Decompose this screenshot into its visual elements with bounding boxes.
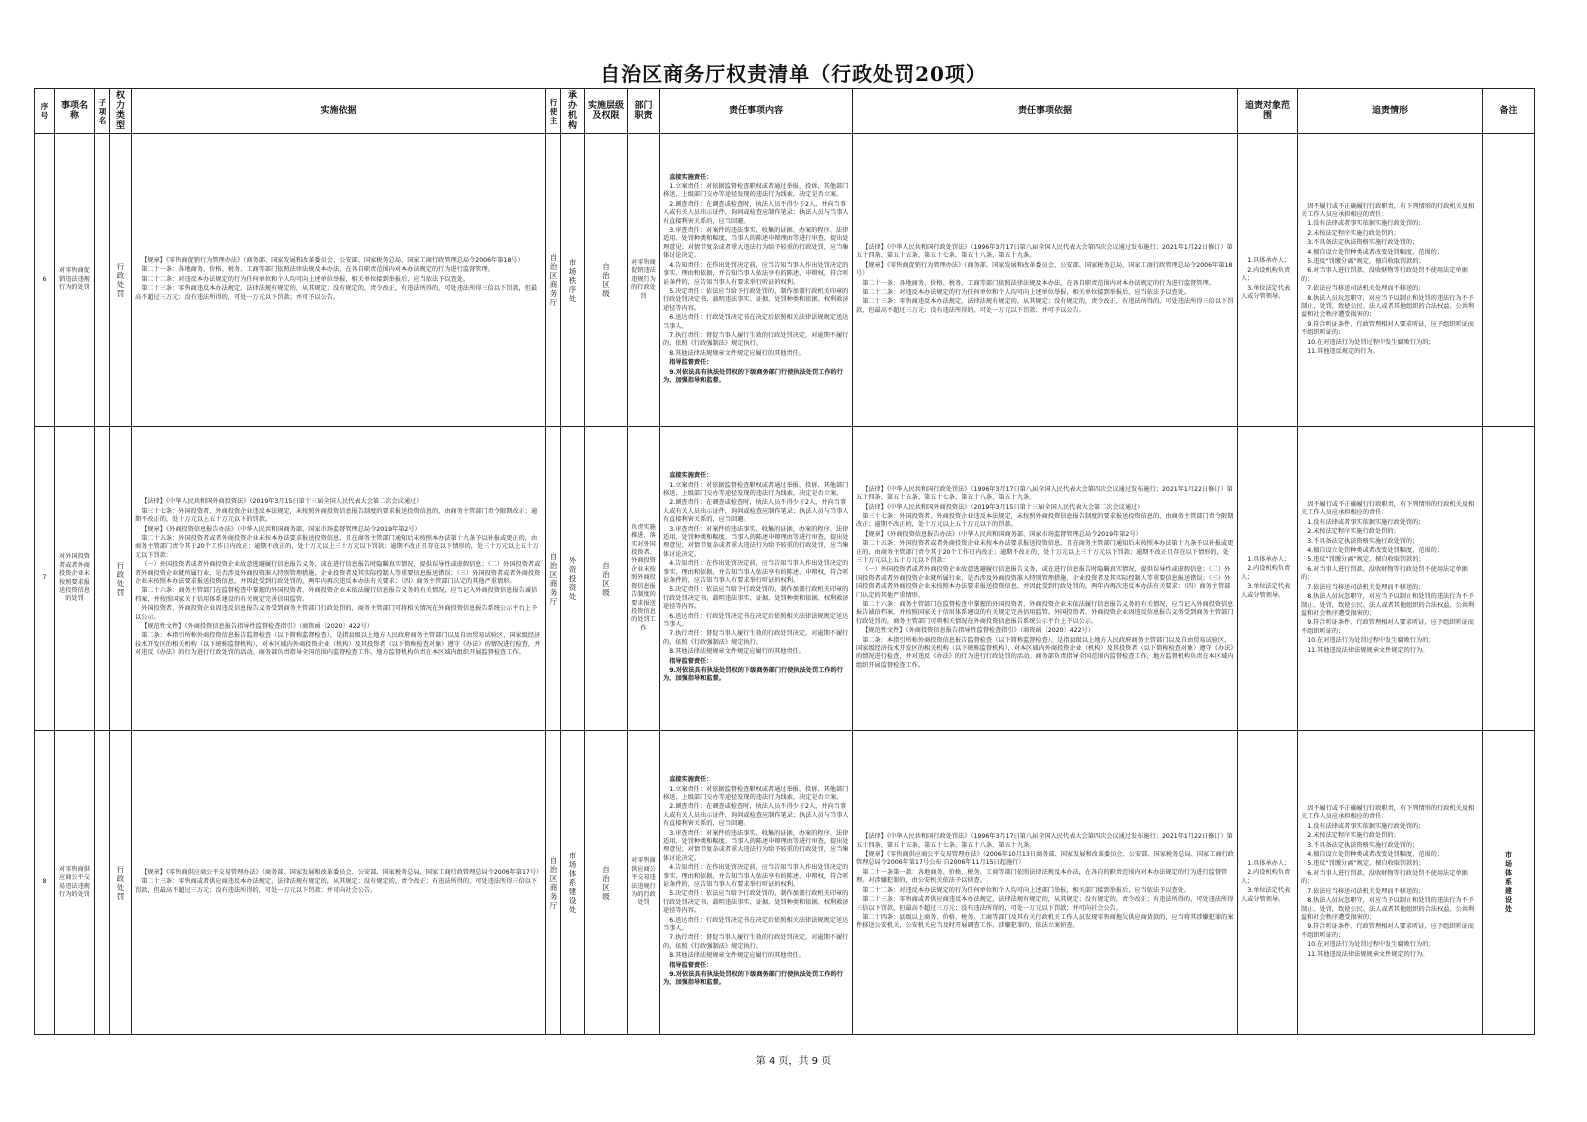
cell-line: 9.符合听证条件、行政管理相对人要求听证，应予组织听证而不组织听证的； bbox=[1301, 619, 1474, 635]
row-seq: 7 bbox=[35, 427, 55, 731]
cell-line: 【规章】《零售商供应商公平交易管理办法》（商务部、国家发展和改革委员会、公安部、国家税务总局、国家工商行政管理总局令2006年第17号） bbox=[141, 868, 543, 876]
cell-line: 9.对依法具有执法处罚权的下级商务部门行使执法处罚工作的行为，加强指导和监督。 bbox=[663, 368, 843, 384]
row-situation bbox=[1298, 427, 1483, 731]
row-dept bbox=[628, 731, 660, 1035]
cell-line: 第三十七条：外国投资者、外商投资企业违反本法规定，未按照外商投资信息报告制度的要求报送投资信息的，由商务主管部门责令限期改正；逾期不改正的，处十万元以上五十万元以下的罚款。 bbox=[135, 507, 538, 524]
cell-line: 直接实施责任： bbox=[669, 776, 713, 784]
cell-line: 因不履行或不正确履行行政职责，有下列情形的行政机关及相关工作人员应承担相应的责任： bbox=[1301, 501, 1475, 517]
cell-line: 【规章】《零售商促销行为管理办法》（商务部、国家发展和改革委员会、公安部、国家税务总局、国家工商行政管理总局令2006年第18号） bbox=[141, 256, 524, 264]
cell-line: 第二十六条：商务主管部门在监督检查中掌握的外国投资者、外商投资企业未依法履行信息报告义务的有关情况，应当记入外商投资信息报告诚信档案，并按照国家关于信用体系建设的有关规定完善信用监管。外国投资者、外商投资企业因违反信息报告义务受到商务主管部门行政处罚的，商务主管部门可将相关情况在外商投资信息报告系统公示平台上予以公示。 bbox=[856, 601, 1234, 625]
header-row bbox=[35, 89, 1535, 134]
row-org: 外资投资处 bbox=[561, 427, 585, 731]
cell-line: 2.未按法定程序实施行政处罚的； bbox=[1307, 229, 1400, 237]
cell-line: 外国投资者、外商投资企业因违反信息报告义务受到商务主管部门行政处罚的，商务主管部门可将相关情况在外商投资信息报告系统公示平台上予以公示。 bbox=[135, 605, 538, 621]
cell-line: 1.具体承办人； bbox=[1247, 555, 1291, 563]
cell-line: 直接实施责任： bbox=[669, 173, 713, 181]
cell-line: 第二十一条：各地商务、价格、税务、工商等部门依照法律法规及本办法，在各自职责范围内对本办法规定的行为进行监督管理。 bbox=[862, 279, 1215, 287]
cell-line: 第二十二条：对违反本办法规定的行为任何单位和个人均可向上述单位举报，相关单位接到举报后，应当依法予以查处。 bbox=[862, 288, 1191, 296]
cell-line: 【规章】《外商投资信息报告办法》（中华人民共和国商务部、国家市场监督管理总局令2019年第2号） bbox=[141, 525, 421, 533]
cell-line: 第二十五条：外国投资者或者外商投资企业未按本办法要求报送投资信息，且在商务主管部门通知后未按照本办法第十九条予以补报或更正的，由商务主管部门责令其于20个工作日内改正；逾期不改正的，处十万元以上三十万元以下罚款；逾期不改正且存在以下情形的，处三十万元以上五十万元以下罚款： bbox=[856, 540, 1234, 564]
row-level: 自治区级 bbox=[585, 134, 628, 427]
cell-line: 5.违反“罚缴分离”规定，擅自收取罚款的； bbox=[1307, 860, 1425, 868]
cell-line: 6.对当事人进行罚款、没收财物等行政处罚不使用法定单据的； bbox=[1301, 267, 1468, 283]
cell-line: 第二十一条第一款：各地商务、价格、税务、工商等部门依照法律法规及本办法，在各自的职责范围内对本办法规定的行为进行监督管理。对涉嫌犯罪的，由公安机关依法予以侦查。 bbox=[856, 868, 1228, 885]
cell-line: 【法律】《中华人民共和国行政处罚法》（1996年3月17日第八届全国人民代表大会第四次会议通过发布施行；2021年1月22日修订）第五十四条、第五十五条、第五十七条、第五十八条、第五十九条。 bbox=[856, 833, 1233, 849]
header-resp-basis: 责任事项依据 bbox=[853, 89, 1238, 134]
cell-line: 3.不具备法定执法资格实施行政处罚的； bbox=[1307, 239, 1419, 247]
cell-line: 3.单位法定代表人或分管领导。 bbox=[1241, 284, 1291, 301]
row-note bbox=[1483, 134, 1535, 427]
cell-line: 因不履行或不正确履行行政职责，有下列情形的行政机关及相关工作人员应承担相应的责任： bbox=[1301, 805, 1475, 821]
cell-line: 第二十一条：各地商务、价格、税务、工商等部门依照法律法规及本办法，在各自职责范围内对本办法规定的行为进行监督管理。 bbox=[141, 266, 494, 274]
cell-line: 因不履行或不正确履行行政职责，有下列情形的行政机关及相关工作人员应承担相应的责任： bbox=[1301, 202, 1475, 218]
cell-line: 第二十五条：外国投资者或者外商投资企业未按本办法要求报送投资信息，且在商务主管部门通知后未按照本办法第十九条予以补报或更正的，由商务主管部门责令其于20个工作日内改正；逾期不改正的，处十万元以上三十万元以下罚款；逾期不改正且存在以下情形的，处三十万元以上五十万元以下罚款： bbox=[135, 534, 539, 559]
header-org: 承办机构 bbox=[561, 89, 585, 134]
table-row bbox=[35, 731, 1535, 1035]
cell-line: 7.依法应当移送司法机关处理而不移送的； bbox=[1307, 887, 1425, 895]
header-note: 备注 bbox=[1483, 89, 1535, 134]
row-dept-duty: 对零售商供应商公平交易违法违规行为的行政处罚 bbox=[631, 857, 656, 907]
cell-line: 2.内设机构负责人； bbox=[1241, 869, 1291, 885]
cell-line: 第二十三条：零售商或者供应商违反本办法规定，法律法规有规定的，从其规定；没有规定的，责令改正；有违法所得的，可处违法所得三倍以下罚款，但最高不超过三万元；没有违法所得的，可处一万元以下罚款；并可向社会公告。 bbox=[135, 878, 538, 894]
cell-line: 第二十二条：对违反本办法规定的行为任何单位和个人均可向上述单位举报，相关单位接到举报后，应当依法予以查处。 bbox=[141, 275, 470, 283]
page-number: 第 4 页，共 9 页 bbox=[755, 1056, 832, 1067]
cell-line: 6.送达责任：行政处罚决定书在决定后依照相关法律法规规定送达当事人。 bbox=[663, 314, 849, 330]
cell-line: 第三十七条：外国投资者、外商投资企业违反本法规定，未按照外商投资信息报告制度的要求报送投资信息的，由商务主管部门责令限期改正；逾期不改正的，处十万元以上五十万元以下的罚款。 bbox=[856, 512, 1234, 529]
cell-line: 指导监督责任： bbox=[669, 657, 713, 665]
cell-line: 【法律】《中华人民共和国行政处罚法》（1996年3月17日第八届全国人民代表大会第四次会议通过发布施行；2021年1月22日修订）第五十四条、第五十五条、第五十七条、第五十八条、第五十九条。 bbox=[856, 243, 1233, 260]
row-note: 市场体系建设处 bbox=[1483, 731, 1535, 1035]
cell-line: 第二十三条：零售商违反本办法规定，法律法规有规定的，从其规定；没有规定的，责令改正，有违法所得的，可处违法所得三倍以下罚款，但最高不超过三万元；没有违法所得的，可处一万元以下罚款；并可予以公告。 bbox=[856, 298, 1234, 314]
row-type: 行政处罚 bbox=[110, 134, 132, 427]
cell-line: 5.违反“罚缴分离”规定，擅自收取罚款的； bbox=[1307, 257, 1425, 265]
cell-line: 2.内设机构负责人； bbox=[1241, 266, 1291, 283]
row-org: 市场秩序处 bbox=[561, 134, 585, 427]
cell-line: （一）外国投资者或者外商投资企业故意逃避履行信息报告义务，或在进行信息报告时隐瞒真实情况、提供误导性或虚假信息；（二）外国投资者或者外商投资企业就所属行业、是否涉及外商投资准入特别管理措施、企业投资者及其实际控制人等重要信息报送错误；（三）外国投资者或者外商投资企业未按照本办法要求报送投资信息，并因此受到行政处罚的，两年内再次违反本办法有关要求；（四）商务主管部门认定的其他严重情形。 bbox=[856, 566, 1231, 599]
row-situation bbox=[1298, 731, 1483, 1035]
table-row bbox=[35, 134, 1535, 427]
cell-line: 8.其他法律法规规章文件规定应履行的其他责任。 bbox=[669, 349, 806, 357]
page-title: 自治区商务厅权责清单（行政处罚20项） bbox=[600, 62, 987, 86]
cell-line: 11.其他违反法律法规规章文件规定的行为。 bbox=[1307, 646, 1429, 654]
cell-line: （一）外国投资者或者外商投资企业故意逃避履行信息报告义务，或在进行信息报告时隐瞒真实情况、提供误导性或虚假信息；（二）外国投资者或者外商投资企业就所属行业、是否涉及外商投资准入特别管理措施、企业投资者及其实际控制人等重要信息报送错误；（三）外国投资者或者外商投资企业未按照本办法要求报送投资信息，并因此受到行政处罚的，两年内再次违反本办法有关要求；（四）商务主管部门认定的其他严重情形。 bbox=[135, 561, 541, 585]
cell-line: 9.对依法具有执法处罚权的下级商务部门行使执法处罚工作的行为，加强指导和监督。 bbox=[663, 667, 843, 683]
header-resp: 责任事项内容 bbox=[660, 89, 853, 134]
cell-line: 【规章】《外商投资信息报告办法》（中华人民共和国商务部、国家市场监督管理总局令2019年第2号） bbox=[862, 530, 1142, 538]
cell-line: 5.决定责任：依法应当给予行政处罚的，制作加盖行政机关印章的行政处罚决定书，载明违法事实、证据、处罚种类和依据、权利救济途径等内容。 bbox=[663, 287, 849, 312]
cell-line: 10.在对违法行为处罚过程中发生腐败行为的； bbox=[1307, 637, 1435, 645]
row-resp bbox=[660, 134, 853, 427]
cell-line: 1.具体承办人； bbox=[1247, 859, 1291, 867]
header-type: 权力类型 bbox=[110, 89, 132, 134]
row-target bbox=[1238, 134, 1298, 427]
cell-line: 2.调查责任：在调查或检查时，执法人员不得少于2人，并向当事人或有关人员出示证件，询问或检查应制作笔录；执法人员与当事人有直接利害关系的，应当回避。 bbox=[663, 803, 849, 828]
cell-line: 第二十四条：县级以上商务、价格、税务、工商等部门及其有关行政机关工作人员发现零售商拖欠供应商货款的，应当将其涉嫌犯罪的案件移送公安机关，公安机关应当及时开展调查工作，涉嫌犯罪的，依法立案侦查。 bbox=[856, 913, 1234, 930]
table-row bbox=[35, 427, 1535, 731]
row-resp-basis bbox=[853, 731, 1238, 1035]
cell-line: 3.审查责任：对案件的违法事实、收集的证据、办案的程序、法律适用、处罚种类和幅度、当事人的陈述申辩理由等进行审查，提出处理意见；对情节复杂或者重大违法行为给予较重的行政处罚，应当集体讨论决定。 bbox=[663, 829, 849, 862]
row-subject: 自治区商务厅 bbox=[546, 134, 561, 427]
header-sub: 子项名 bbox=[95, 89, 110, 134]
cell-line: 第二十六条：商务主管部门在监督检查中掌握的外国投资者、外商投资企业未依法履行信息报告义务的有关情况，应当记入外商投资信息报告诚信档案，并按照国家关于信用体系建设的有关规定完善信用监管。 bbox=[135, 587, 538, 603]
cell-line: 9.符合听证条件、行政管理相对人要求听证，应予组织听证而不组织听证的； bbox=[1301, 923, 1474, 939]
cell-line: 【规章】《零售商供应商公平交易管理办法》（2006年10月13日商务部、国家发展和改革委员会、公安部、国家税务总局、国家工商行政管理总局令2006年第17号公布 自2006年11月15日起施行） bbox=[856, 851, 1234, 867]
row-sub bbox=[95, 731, 110, 1035]
cell-line: 8.执法人员玩忽职守，对应当予以制止和处罚的违法行为不予制止、处罚，致使公民、法人或者其他组织的合法权益、公共利益和社会秩序遭受损害的； bbox=[1301, 294, 1475, 319]
cell-line: 10.在对违法行为处罚过程中发生腐败行为的； bbox=[1307, 941, 1435, 949]
cell-line: 4.擅自设立处罚种类或者改变处罚幅度、范围的； bbox=[1307, 248, 1444, 256]
row-basis bbox=[132, 427, 546, 731]
row-name: 对外国投资者或者外商投资企业未按照要求报送投资信息的处罚 bbox=[55, 427, 95, 731]
row-resp-basis bbox=[853, 427, 1238, 731]
cell-line: 2.调查责任：在调查或检查时，执法人员不得少于2人，并向当事人或有关人员出示证件，询问或检查应制作笔录；执法人员与当事人有直接利害关系的，应当回避。 bbox=[663, 499, 849, 524]
header-subject: 行使主 bbox=[546, 89, 561, 134]
row-target bbox=[1238, 731, 1298, 1035]
cell-line: 2.未按法定程序实施行政处罚的； bbox=[1307, 528, 1400, 536]
cell-line: 1.具体承办人； bbox=[1247, 257, 1291, 265]
header-seq: 序号 bbox=[35, 89, 55, 134]
cell-line: 6.对当事人进行罚款、没收财物等行政处罚不使用法定单据的； bbox=[1301, 869, 1468, 886]
cell-line: 5.决定责任：依法应当给予行政处罚的，制作加盖行政机关印章的行政处罚决定书，载明违法事实、证据、处罚种类和依据、权利救济途径等内容。 bbox=[663, 890, 849, 915]
cell-line: 10.在对违法行为处罚过程中发生腐败行为的； bbox=[1307, 338, 1435, 346]
header-dept: 部门职责 bbox=[628, 89, 660, 134]
row-target bbox=[1238, 427, 1298, 731]
row-situation bbox=[1298, 134, 1483, 427]
header-target: 追责对象范围 bbox=[1238, 89, 1298, 134]
cell-line: 1.没有法律或者事实依据实施行政处罚的； bbox=[1307, 822, 1425, 830]
cell-line: 2.调查责任：在调查或检查时，执法人员不得少于2人，并向当事人或有关人员出示证件，询问或检查应制作笔录；执法人员与当事人有直接利害关系的，应当回避。 bbox=[663, 200, 849, 225]
row-name: 对零售商促销违法违规行为的处罚 bbox=[55, 134, 95, 427]
row-subject: 自治区商务厅 bbox=[546, 731, 561, 1035]
cell-line: 8.其他法律法规规章文件规定应履行的其他责任。 bbox=[669, 952, 806, 960]
cell-line: 【规范性文件】《外商投资信息报告指导性监督检查指引》（商资函〔2020〕422号） bbox=[141, 623, 373, 631]
cell-line: 【法律】《中华人民共和国外商投资法》（2019年3月15日第十三届全国人民代表大会第二次会议通过） bbox=[141, 498, 423, 506]
cell-line: 4.告知责任：在作出处罚决定前，应当告知当事人作出处罚决定的事实、理由和依据，并告知当事人依法享有的陈述、申辩权，符合听证条件的，应告知当事人有要求举行听证的权利。 bbox=[663, 864, 849, 888]
row-resp bbox=[660, 731, 853, 1035]
row-level: 自治区级 bbox=[585, 731, 628, 1035]
cell-line: 1.立案责任：对依据监督检查职权或者通过举报、投诉、其他部门移送、上级部门交办等途径发现的违法行为线索，决定是否立案。 bbox=[663, 183, 849, 199]
row-basis bbox=[132, 134, 546, 427]
cell-line: 7.执行责任：督促当事人履行生效的行政处罚决定，对逾期不履行的，依照《行政强制法》规定执行。 bbox=[663, 331, 849, 348]
row-basis bbox=[132, 731, 546, 1035]
cell-line: 3.单位法定代表人或分管领导。 bbox=[1241, 583, 1291, 599]
row-dept bbox=[628, 427, 660, 731]
row-sub bbox=[95, 134, 110, 427]
cell-line: 第二十三条：零售商或者供应商违反本办法规定，法律法规有规定的，从其规定；没有规定的，责令改正；有违法所得的，可处违法所得三倍以下罚款，但最高不超过三万元；没有违法所得的，可处一万元以下罚款；并可向社会公告。 bbox=[856, 896, 1234, 912]
cell-line: 8.执法人员玩忽职守，对应当予以制止和处罚的违法行为不予制止、处罚，致使公民、法人或者其他组织的合法权益、公共利益和社会秩序遭受损害的； bbox=[1301, 897, 1475, 921]
cell-line: 4.告知责任：在作出处罚决定前，应当告知当事人作出处罚决定的事实、理由和依据，并告知当事人依法享有的陈述、申辩权，符合听证条件的，应告知当事人有要求举行听证的权利。 bbox=[663, 261, 849, 286]
cell-line: 4.擅自设立处罚种类或者改变处罚幅度、范围的； bbox=[1307, 547, 1444, 555]
header-situation: 追责情形 bbox=[1298, 89, 1483, 134]
cell-line: 7.依法应当移送司法机关处理而不移送的； bbox=[1307, 583, 1425, 591]
row-resp-basis bbox=[853, 134, 1238, 427]
cell-line: 1.立案责任：对依据监督检查职权或者通过举报、投诉、其他部门移送、上级部门交办等途径发现的违法行为线索，决定是否立案。 bbox=[663, 481, 849, 497]
cell-line: 3.不具备法定执法资格实施行政处罚的； bbox=[1307, 537, 1419, 545]
cell-line: 【法律】《中华人民共和国行政处罚法》（1996年3月17日第八届全国人民代表大会第四次会议通过发布施行；2021年1月22日修订）第五十四条、第五十五条、第五十七条、第五十八条、第五十九条。 bbox=[856, 485, 1233, 502]
row-org: 市场体系建设处 bbox=[561, 731, 585, 1035]
row-note bbox=[1483, 427, 1535, 731]
cell-line: 1.没有法律或者事实依据实施行政处罚的； bbox=[1307, 220, 1425, 228]
header-basis: 实施依据 bbox=[132, 89, 546, 134]
cell-line: 1.没有法律或者事实依据实施行政处罚的； bbox=[1307, 518, 1425, 526]
row-level: 自治区级 bbox=[585, 427, 628, 731]
cell-line: 7.依法应当移送司法机关处理而不移送的； bbox=[1307, 285, 1425, 293]
cell-line: 【规范性文件】《外商投资信息报告指导性监督检查指引》（商资函〔2020〕422号） bbox=[862, 627, 1094, 635]
row-dept-duty: 负责实施推进、落实对外国投资者、外商投资企业未按照外商投资信息报告制度的要求报送投资信息的处罚工作 bbox=[631, 523, 656, 632]
cell-line: 指导监督责任： bbox=[669, 359, 713, 367]
cell-line: 6.送达责任：行政处罚决定书在决定后依照相关法律法规规定送达当事人。 bbox=[663, 916, 849, 933]
row-name: 对零售商供应商公平交易违法违规行为的处罚 bbox=[55, 731, 95, 1035]
cell-line: 3.审查责任：对案件的违法事实、收集的证据、办案的程序、法律适用、处罚种类和幅度、当事人的陈述申辩理由等进行审查，提出处理意见；对情节复杂或者重大违法行为给予较重的行政处罚，应当集体讨论决定。 bbox=[663, 227, 849, 260]
cell-line: 第二条：本指引所称外商投资信息报告监督检查（以下简称监督检查），是指县级以上地方人民政府商务主管部门以及自由贸易试验区、国家级经济技术开发区的相关机构（以下统称监督机构），对本区域内外商投资企业（机构）及其投资者（以下简称检查对象）遵守《办法》的情况进行检查，并对违反《办法》的行为进行行政处罚的活动。商务部负责指导全国范围内监督检查工作，地方监督机构负责在本区域内组织开展监督检查工作。 bbox=[856, 636, 1234, 669]
row-type: 行政处罚 bbox=[110, 427, 132, 731]
row-dept bbox=[628, 134, 660, 427]
cell-line: 7.执行责任：督促当事人履行生效的行政处罚决定，对逾期不履行的，依照《行政强制法》规定执行。 bbox=[663, 934, 849, 950]
cell-line: 1.立案责任：对依据监督检查职权或者通过举报、投诉、其他部门移送、上级部门交办等途径发现的违法行为线索，决定是否立案。 bbox=[663, 785, 849, 801]
cell-line: 11.其他违反法律法规规章文件规定的行为。 bbox=[1307, 950, 1429, 958]
cell-line: 2.内设机构负责人； bbox=[1241, 565, 1291, 581]
cell-line: 【规章】《零售商促销行为管理办法》（商务部、国家发展和改革委员会、公安部、国家税务总局、国家工商行政管理总局令2006年第18号） bbox=[856, 261, 1233, 278]
cell-line: 第二十三条：零售商违反本办法规定，法律法规有规定的，从其规定；没有规定的，责令改正，有违法所得的，可处违法所得三倍以下罚款，但最高不超过三万元；没有违法所得的，可处一万元以下罚款；并可予以公告。 bbox=[135, 285, 538, 301]
cell-line: 5.违反“罚缴分离”规定，擅自收取罚款的； bbox=[1307, 556, 1425, 564]
cell-line: 9.对依法具有执法处罚权的下级商务部门行使执法处罚工作的行为，加强指导和监督。 bbox=[663, 971, 843, 987]
cell-line: 第二条：本指引所称外商投资信息报告监督检查（以下简称监督检查），是指县级以上地方人民政府商务主管部门以及自由贸易试验区、国家级经济技术开发区的相关机构（以下统称监督机构），对本区域内外商投资企业（机构）及其投资者（以下简称检查对象）遵守《办法》的情况进行检查，并对违反《办法》的行为进行行政处罚的活动。商务部负责指导全国范围内监督检查工作，地方监督机构负责在本区域内组织开展监督检查工作。 bbox=[135, 632, 541, 657]
row-seq: 8 bbox=[35, 731, 55, 1035]
cell-line: 指导监督责任： bbox=[669, 961, 713, 969]
row-dept-duty: 对零售商促销违法违规行为的行政处罚 bbox=[631, 258, 656, 300]
header-name: 事项名称 bbox=[55, 89, 95, 134]
cell-line: 8.执法人员玩忽职守，对应当予以制止和处罚的违法行为不予制止、处罚，致使公民、法人或者其他组织的合法权益、公共利益和社会秩序遭受损害的； bbox=[1301, 593, 1475, 617]
responsibility-table bbox=[34, 88, 1535, 1035]
cell-line: 6.送达责任：行政处罚决定书在决定后依照相关法律法规规定送达当事人。 bbox=[663, 612, 849, 629]
header-level: 实施层级及权限 bbox=[585, 89, 628, 134]
cell-line: 直接实施责任： bbox=[669, 472, 713, 480]
row-type: 行政处罚 bbox=[110, 731, 132, 1035]
cell-line: 4.擅自设立处罚种类或者改变处罚幅度、范围的； bbox=[1307, 851, 1444, 859]
row-subject: 自治区商务厅 bbox=[546, 427, 561, 731]
cell-line: 8.其他法律法规规章文件规定应履行的其他责任。 bbox=[669, 648, 806, 656]
cell-line: 2.未按法定程序实施行政处罚的； bbox=[1307, 832, 1400, 840]
cell-line: 【法律】《中华人民共和国外商投资法》（2019年3月15日第十三届全国人民代表大会第二次会议通过） bbox=[862, 503, 1144, 511]
cell-line: 3.审查责任：对案件的违法事实、收集的证据、办案的程序、法律适用、处罚种类和幅度、当事人的陈述申辩理由等进行审查，提出处理意见；对情节复杂或者重大违法行为给予较重的行政处罚，应当集体讨论决定。 bbox=[663, 525, 849, 558]
row-sub bbox=[95, 427, 110, 731]
cell-line: 3.不具备法定执法资格实施行政处罚的； bbox=[1307, 841, 1419, 849]
cell-line: 第二十二条：对违反本办法规定的行为任何单位和个人均可向上述部门举报，相关部门接到举报后，应当依法予以查处。 bbox=[862, 886, 1191, 894]
cell-line: 7.执行责任：督促当事人履行生效的行政处罚决定，对逾期不履行的，依照《行政强制法》规定执行。 bbox=[663, 630, 849, 646]
cell-line: 11.其他违反规定的行为。 bbox=[1307, 348, 1379, 356]
row-seq: 6 bbox=[35, 134, 55, 427]
cell-line: 3.单位法定代表人或分管领导。 bbox=[1241, 887, 1291, 903]
row-resp bbox=[660, 427, 853, 731]
cell-line: 4.告知责任：在作出处罚决定前，应当告知当事人作出处罚决定的事实、理由和依据，并告知当事人依法享有的陈述、申辩权，符合听证条件的，应告知当事人有要求举行听证的权利。 bbox=[663, 560, 849, 584]
cell-line: 9.符合听证条件、行政管理相对人要求听证，应予组织听证而不组织听证的； bbox=[1301, 320, 1474, 337]
cell-line: 6.对当事人进行罚款、没收财物等行政处罚不使用法定单据的； bbox=[1301, 565, 1468, 582]
cell-line: 5.决定责任：依法应当给予行政处罚的，制作加盖行政机关印章的行政处罚决定书，载明违法事实、证据、处罚种类和依据、权利救济途径等内容。 bbox=[663, 586, 849, 611]
